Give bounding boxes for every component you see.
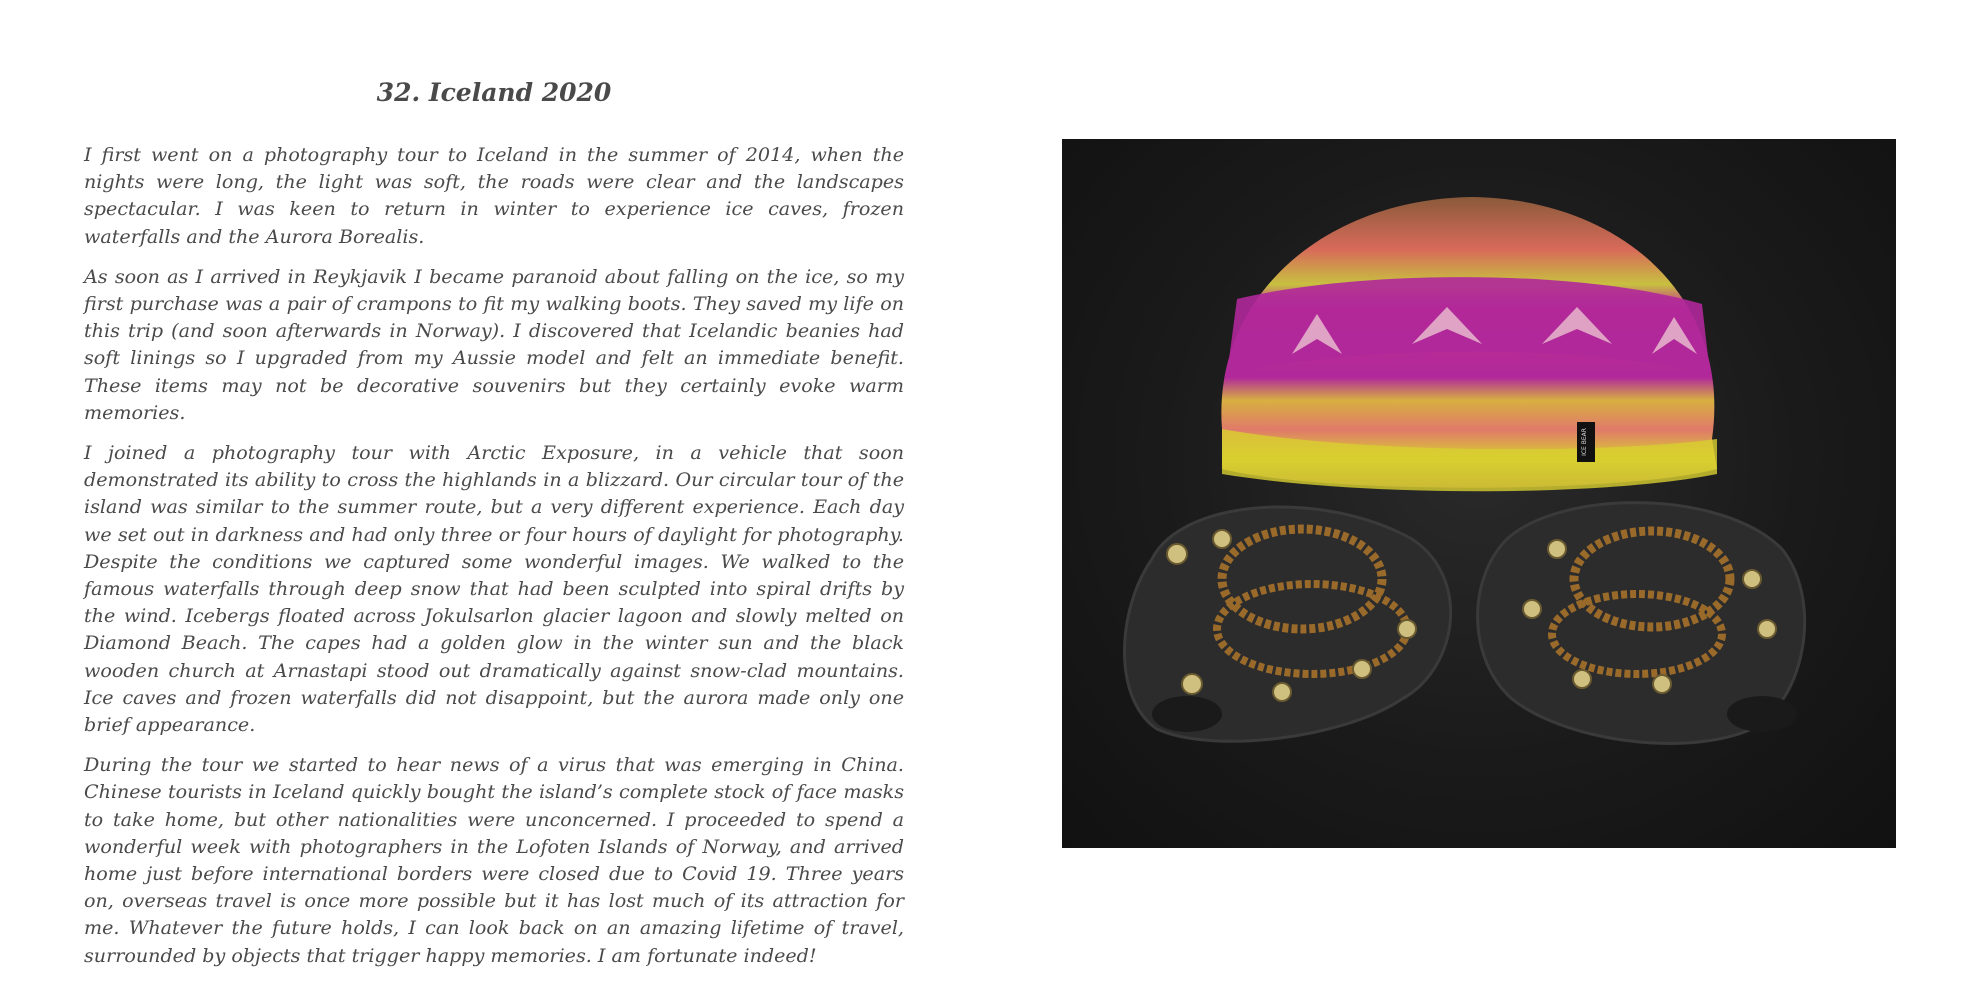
right-crampon bbox=[1478, 503, 1805, 744]
beanie-and-crampons-photo bbox=[1062, 139, 1896, 848]
hat-tag-label: ICE BEAR bbox=[1581, 428, 1588, 456]
photo-illustration bbox=[1062, 139, 1896, 848]
beanie bbox=[1221, 197, 1717, 491]
paragraph-2: As soon as I arrived in Reykjavik I became paranoid about falling on the ice, so my first purchase was a pair of crampons to fit my walking boots. They saved my life on this trip (and soon afterwards in Norway). I discovered that Icelandic beanies had soft linings so I upgraded from my Aussie model and felt an immediate benefit. These items may not be decorative souvenirs but they certainly evoke warm memories. bbox=[84, 264, 904, 424]
page-title: 32. Iceland 2020 bbox=[376, 78, 612, 107]
text-column bbox=[84, 78, 904, 982]
paragraph-3: I joined a photography tour with Arctic Exposure, in a vehicle that soon demonstrated its ability to cross the highlands in a blizzard. Our circular tour of the island was similar to the summer route, but a very different experience. Each day we set out in darkness and had only three or four hours of daylight for photography. Despite the conditions we captured some wonderful images. We walked to the famous waterfalls through deep snow that had been sculpted into spiral drifts by the wind. Icebergs floated across Jokulsarlon glacier lagoon and slowly melted on Diamond Beach. The capes had a golden glow in the winter sun and the black wooden church at Arnastapi stood out dramatically against snow-clad mountains. Ice caves and frozen waterfalls did not disappoint, but the aurora made only one brief appearance. bbox=[84, 441, 904, 737]
left-crampon bbox=[1125, 507, 1451, 741]
paragraph-4: During the tour we started to hear news of a virus that was emerging in China. Chinese tourists in Iceland quickly bought the island’s complete stock of face masks to take home, but other nationalities were unconcerned. I proceeded to spend a wonderful week with photographers in the Lofoten Islands of Norway, and arrived home just before international borders were closed due to Covid 19. Three years on, overseas travel is once more possible but it has lost much of its attraction for me. Whatever the future holds, I can look back on an amazing lifetime of travel, surrounded by objects that trigger happy memories. I am fortunate indeed! bbox=[84, 753, 904, 967]
paragraph-1: I first went on a photography tour to Iceland in the summer of 2014, when the nights were long, the light was soft, the roads were clear and the landscapes spectacular. I was keen to return in winter to experience ice caves, frozen waterfalls and the Aurora Borealis. bbox=[84, 143, 904, 248]
